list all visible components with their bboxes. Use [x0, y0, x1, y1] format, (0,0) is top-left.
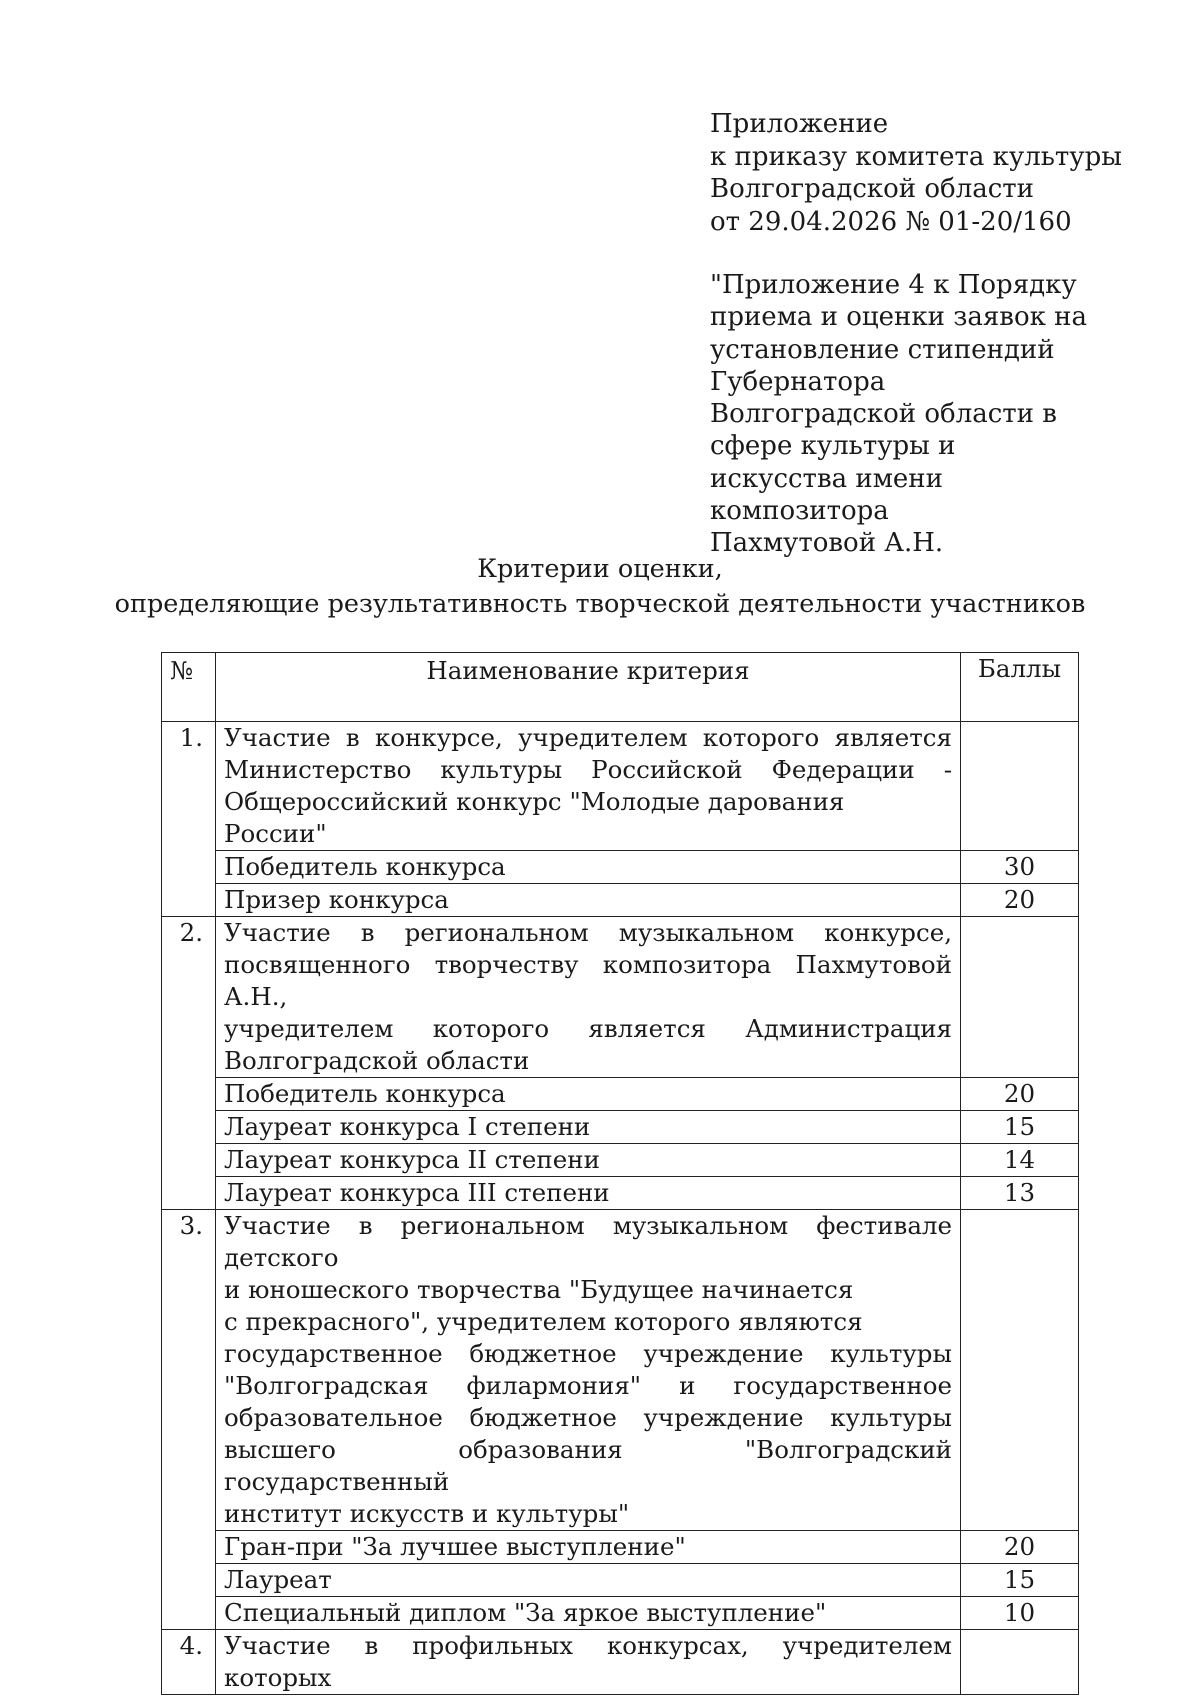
criterion-description — [216, 917, 961, 1078]
document-subtitle: определяющие результативность творческой деятельности участников — [114, 589, 1086, 619]
sub-criterion-label: Победитель конкурса — [216, 851, 961, 884]
sub-criterion-points: 20 — [961, 1078, 1079, 1111]
criteria-body — [162, 722, 1079, 1695]
criterion-line: и юношеского творчества "Будущее начинается — [224, 1275, 854, 1304]
annex-line: от 29.04.2026 № 01-20/160 — [710, 206, 1072, 237]
annex-inner-line: имени композитора — [710, 463, 943, 527]
sub-criterion-label: Гран-при "За лучшее выступление" — [216, 1531, 961, 1564]
criterion-line: Участие в профильных конкурсах, учредителем которых — [224, 1631, 952, 1692]
criterion-line: с прекрасного", учредителем которого являются — [224, 1307, 863, 1336]
annex-inner-line: сфере культуры и искусства — [710, 431, 956, 494]
criterion-line: Участие в региональном музыкальном фестивале детского — [224, 1211, 952, 1272]
sub-criterion-label: Лауреат конкурса I степени — [216, 1111, 961, 1144]
annex-line: Волгоградской области — [710, 174, 1034, 204]
criterion-description — [216, 1210, 961, 1531]
sub-criterion-row — [162, 1597, 1079, 1630]
sub-criterion-row — [162, 1144, 1079, 1177]
table-header-row — [162, 653, 1079, 722]
sub-criterion-row — [162, 1177, 1079, 1210]
criterion-number: 4. — [162, 1630, 216, 1695]
criterion-number: 3. — [162, 1210, 216, 1630]
sub-criterion-label: Специальный диплом "За яркое выступление" — [216, 1597, 961, 1630]
sub-criterion-label: Лауреат — [216, 1564, 961, 1597]
sub-criterion-points: 15 — [961, 1564, 1079, 1597]
annex-line: к приказу комитета культуры — [710, 141, 1122, 172]
criterion-points-empty — [961, 1630, 1079, 1695]
criterion-description — [216, 1630, 961, 1695]
criterion-line: Участие в региональном музыкальном конкурсе, — [224, 918, 952, 947]
criteria-table — [161, 652, 1079, 1695]
annex-line: Приложение — [710, 109, 889, 139]
sub-criterion-label: Лауреат конкурса II степени — [216, 1144, 961, 1177]
criterion-points-empty — [961, 917, 1079, 1078]
sub-criterion-row — [162, 884, 1079, 917]
header-name: Наименование критерия — [216, 653, 961, 722]
criterion-row — [162, 722, 1079, 851]
criterion-line: институт искусств и культуры" — [224, 1499, 630, 1528]
sub-criterion-row — [162, 1531, 1079, 1564]
criterion-line: образовательное бюджетное учреждение культуры — [224, 1403, 952, 1432]
sub-criterion-row — [162, 851, 1079, 884]
annex-inner-line: Пахмутовой А.Н. — [710, 528, 944, 559]
criterion-description — [216, 722, 961, 851]
criterion-number: 1. — [162, 722, 216, 917]
sub-criterion-row — [162, 1078, 1079, 1111]
criterion-line: Волгоградской области — [224, 1046, 530, 1075]
sub-criterion-points: 10 — [961, 1597, 1079, 1630]
criterion-points-empty — [961, 1210, 1079, 1531]
sub-criterion-points: 20 — [961, 1531, 1079, 1564]
criterion-line: Общероссийский конкурс "Молодые дарования России" — [224, 787, 845, 848]
sub-criterion-row — [162, 1111, 1079, 1144]
criterion-line: Участие в конкурсе, учредителем которого является — [224, 723, 952, 752]
sub-criterion-points: 30 — [961, 851, 1079, 884]
criterion-row — [162, 1630, 1079, 1695]
sub-criterion-label: Победитель конкурса — [216, 1078, 961, 1111]
criterion-line: Министерство культуры Российской Федерации - — [224, 755, 952, 784]
criterion-line: высшего образования "Волгоградский государственный — [224, 1435, 952, 1496]
annex-inner-header — [710, 269, 1092, 560]
criterion-row — [162, 1210, 1079, 1531]
annex-inner-line: к Порядку приема и оценки — [710, 270, 1077, 333]
header-num: № — [162, 653, 216, 722]
criterion-points-empty — [961, 722, 1079, 851]
sub-criterion-label: Призер конкурса — [216, 884, 961, 917]
annex-inner-line: заявок на установление — [710, 302, 1087, 365]
sub-criterion-label: Лауреат конкурса III степени — [216, 1177, 961, 1210]
document-title: Критерии оценки, — [477, 554, 723, 584]
criterion-line: "Волгоградская филармония" и государственное — [224, 1371, 952, 1400]
sub-criterion-points: 14 — [961, 1144, 1079, 1177]
sub-criterion-points: 20 — [961, 884, 1079, 917]
criterion-line: посвященного творчеству композитора Пахмутовой А.Н., — [224, 950, 952, 1011]
annex-inner-line: стипендий Губернатора — [710, 334, 1055, 397]
sub-criterion-points: 15 — [961, 1111, 1079, 1144]
criterion-line: учредителем которого является Администрация — [224, 1014, 952, 1043]
header-points: Баллы — [961, 653, 1079, 722]
sub-criterion-points: 13 — [961, 1177, 1079, 1210]
annex-inner-line: "Приложение 4 — [710, 270, 925, 300]
criterion-row — [162, 917, 1079, 1078]
sub-criterion-row — [162, 1564, 1079, 1597]
annex-header — [710, 108, 1122, 238]
criterion-number: 2. — [162, 917, 216, 1210]
annex-inner-line: Волгоградской области в — [710, 399, 1057, 430]
criterion-line: государственное бюджетное учреждение культуры — [224, 1339, 952, 1368]
